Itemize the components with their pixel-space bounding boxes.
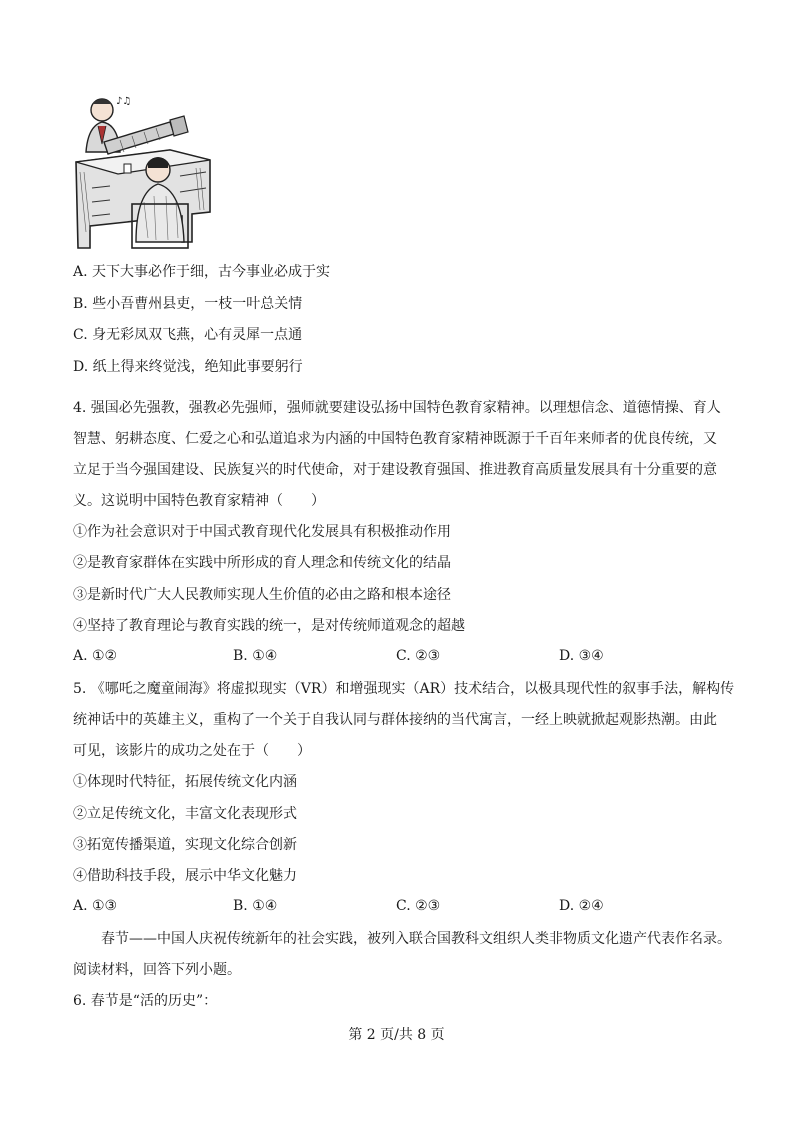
q4-stem-line-3: 立足于当今强国建设、民族复兴的时代使命，对于建设教育强国、推进教育高质量发展具有十分重要的意 (73, 462, 717, 478)
q5-statement-3: ③拓宽传播渠道，实现文化综合创新 (73, 837, 297, 853)
q4-choices (73, 648, 733, 668)
q4-statement-3: ③是新时代广大人民教师实现人生价值的必由之路和根本途径 (73, 587, 451, 603)
q5-choice-b: B. ①④ (233, 898, 278, 914)
q5-choices (73, 898, 733, 918)
q4-choice-b: B. ①④ (233, 648, 278, 664)
q5-stem-line-1: 5. 《哪吒之魔童闹海》将虚拟现实（VR）和增强现实（AR）技术结合，以极具现代性的叙事手法，解构传 (73, 681, 735, 697)
q4-stem-line-4: 义。这说明中国特色教育家精神（ ） (73, 493, 325, 509)
q5-choice-d: D. ②④ (559, 898, 604, 914)
material-line-2: 阅读材料，回答下列小题。 (73, 962, 241, 978)
q6-stem: 6. 春节是“活的历史”： (73, 993, 218, 1009)
q3-option-c: C. 身无彩凤双飞燕，心有灵犀一点通 (73, 327, 303, 343)
q5-statement-4: ④借助科技手段，展示中华文化魅力 (73, 868, 297, 884)
q4-stem-line-1: 4. 强国必先强教，强教必先强师，强师就要建设弘扬中国特色教育家精神。以理想信念、道德情操、育人 (73, 400, 721, 416)
q5-stem-line-3: 可见，该影片的成功之处在于（ ） (73, 743, 311, 759)
q5-choice-a: A. ①③ (73, 898, 118, 914)
q4-choice-c: C. ②③ (396, 648, 441, 664)
q4-statement-4: ④坚持了教育理论与教育实践的统一，是对传统师道观念的超越 (73, 618, 465, 634)
q4-choice-d: D. ③④ (559, 648, 604, 664)
cartoon-illustration (70, 92, 216, 250)
q3-option-d: D. 纸上得来终觉浅，绝知此事要躬行 (73, 359, 303, 375)
q4-stem-line-2: 智慧、躬耕态度、仁爱之心和弘道追求为内涵的中国特色教育家精神既源于千百年来师者的优良传统，又 (73, 431, 717, 447)
q3-option-b: B. 些小吾曹州县吏，一枝一叶总关情 (73, 296, 303, 312)
q5-statement-1: ①体现时代特征，拓展传统文化内涵 (73, 774, 297, 790)
q4-choice-a: A. ①② (73, 648, 118, 664)
q5-stem-line-2: 统神话中的英雄主义，重构了一个关于自我认同与群体接纳的当代寓言，一经上映就掀起观影热潮。由此 (73, 712, 717, 728)
q5-statement-2: ②立足传统文化，丰富文化表现形式 (73, 806, 297, 822)
q4-statement-2: ②是教育家群体在实践中所形成的育人理念和传统文化的结晶 (73, 555, 451, 571)
q3-option-a: A. 天下大事必作于细，古今事业必成于实 (73, 264, 331, 280)
page-footer: 第 2 页/共 8 页 (348, 1027, 445, 1043)
q5-choice-c: C. ②③ (396, 898, 441, 914)
svg-text:♪♫: ♪♫ (116, 96, 132, 107)
q4-statement-1: ①作为社会意识对于中国式教育现代化发展具有积极推动作用 (73, 524, 451, 540)
material-line-1: 春节——中国人庆祝传统新年的社会实践，被列入联合国教科文组织人类非物质文化遗产代表作名录。 (73, 931, 731, 947)
